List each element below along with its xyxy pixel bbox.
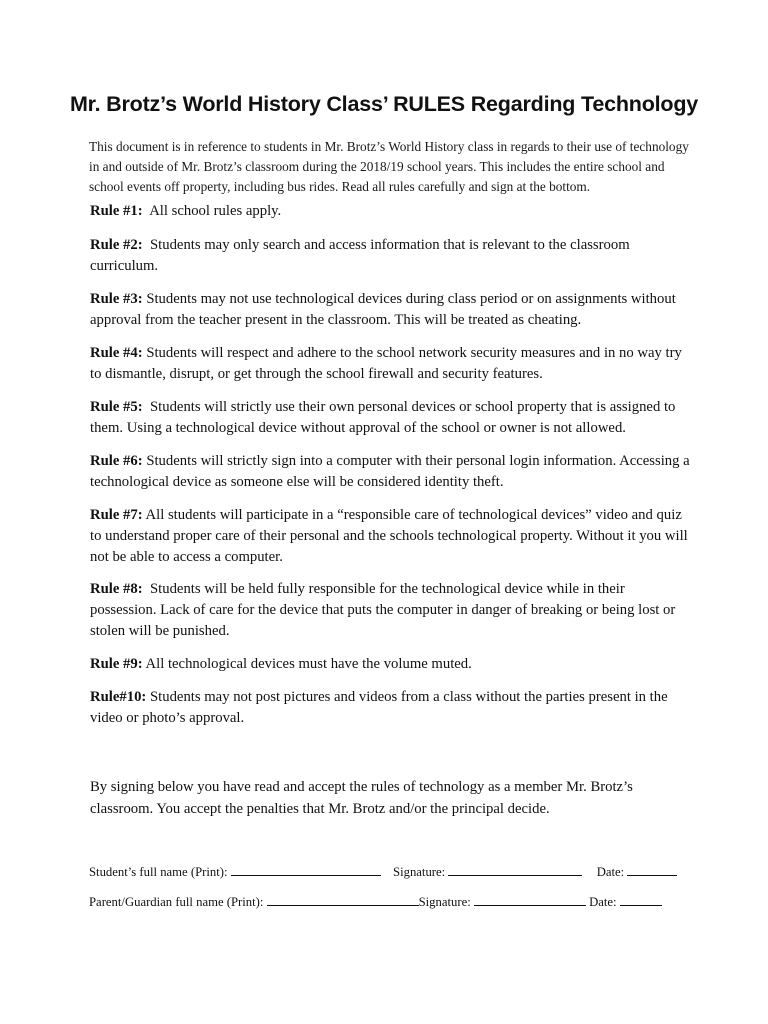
rule-text: All technological devices must have the volume muted.: [145, 656, 472, 672]
document-title: Mr. Brotz’s World History Class’ RULES Regarding Technology: [69, 92, 699, 116]
rule-label: Rule #2:: [90, 237, 143, 253]
rule-8: [90, 579, 692, 642]
rule-7: [90, 505, 692, 568]
parent-name-blank[interactable]: [267, 895, 419, 906]
rule-label: Rule #4:: [90, 345, 143, 361]
parent-signature-label: Signature:: [418, 895, 471, 909]
rule-6: [90, 451, 692, 493]
rule-label: Rule #3:: [90, 291, 143, 307]
rule-label: Rule #6:: [90, 453, 143, 469]
rule-text: Students will respect and adhere to the school network security measures and in no way try to dismantle, disrupt, or get through the school firewall and security features.: [90, 345, 682, 382]
rule-text: Students may not use technological devices during class period or on assignments without approval from the teacher present in the classroom. This will be treated as cheating.: [90, 291, 676, 328]
rule-label: Rule #9:: [90, 656, 143, 672]
student-name-blank[interactable]: [231, 865, 381, 876]
rule-5: [90, 397, 692, 439]
parent-date-label: Date:: [589, 895, 617, 909]
student-name-label: Student’s full name (Print):: [89, 865, 228, 879]
rule-text: Students will be held fully responsible for the technological device while in their possession. Lack of care for the device that puts the computer in danger of breaking or being lost or stolen will be punished.: [90, 581, 676, 639]
rule-label: Rule #7:: [90, 507, 143, 523]
rule-text: Students may only search and access information that is relevant to the classroom curriculum.: [90, 237, 630, 274]
student-signature-blank[interactable]: [448, 865, 582, 876]
rule-2: [90, 235, 692, 277]
parent-signature-line: [89, 895, 689, 910]
student-date-label: Date:: [596, 865, 625, 879]
rule-4: [90, 343, 692, 385]
rule-3: [90, 289, 692, 331]
rule-1: [90, 201, 692, 222]
rule-text: Students may not post pictures and videos from a class without the parties present in the video or photo’s approval.: [90, 689, 668, 726]
student-date-blank[interactable]: [627, 865, 677, 876]
rule-label: Rule#10:: [90, 689, 147, 705]
rule-text: Students will strictly sign into a computer with their personal login information. Accessing a technological device as someone else will be considered identity theft.: [90, 453, 690, 490]
parent-signature-blank[interactable]: [474, 895, 586, 906]
signing-statement: By signing below you have read and accept the rules of technology as a member Mr. Brotz’s classroom. You accept the penalties that Mr. Brotz and/or the principal decide.: [90, 779, 633, 817]
rule-label: Rule #5:: [90, 399, 143, 415]
rule-text: All school rules apply.: [149, 203, 282, 219]
parent-date-blank[interactable]: [620, 895, 662, 906]
intro-paragraph: This document is in reference to students in Mr. Brotz’s World History class in regards to their use of technology in and outside of Mr. Brotz’s classroom during the 2018/19 school years. This includes the entire school and school events off property, including bus rides. Read all rules carefully and sign at the bottom.: [89, 139, 689, 194]
rule-text: All students will participate in a “responsible care of technological devices” video and quiz to understand proper care of their personal and the schools technological property. Without it you will not be able to access a computer.: [90, 507, 688, 565]
parent-name-label: Parent/Guardian full name (Print):: [89, 895, 264, 909]
rule-label: Rule #8:: [90, 581, 143, 597]
rule-label: Rule #1:: [90, 203, 143, 219]
rule-text: Students will strictly use their own personal devices or school property that is assigned to them. Using a technological device without approval of the school or owner is not allowed.: [90, 399, 676, 436]
rule-10: [90, 687, 692, 729]
student-signature-label: Signature:: [393, 865, 446, 879]
student-signature-line: [89, 865, 689, 880]
rule-9: [90, 654, 692, 675]
